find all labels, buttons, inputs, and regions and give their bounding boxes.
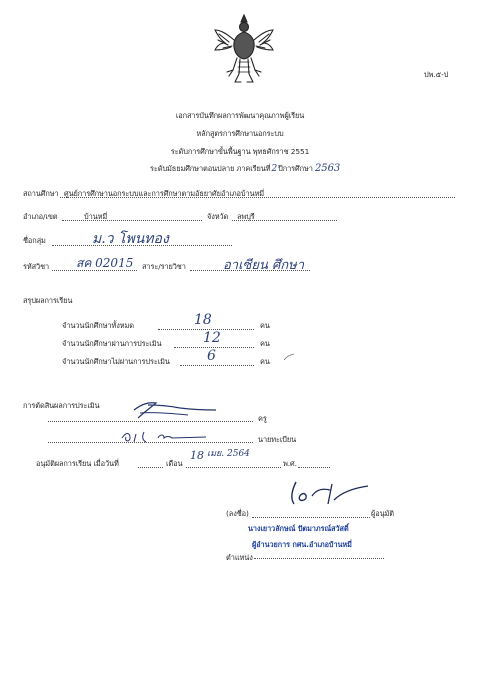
stamp-approver-name: นางเยาวลักษณ์ ปัตมาภรณ์สวัสดิ์ [248,524,349,533]
registrar-signature [118,428,208,446]
summary-row-pass-label: จำนวนนักศึกษาผ่านการประเมิน [62,339,162,348]
summary-row-pass-unit: คน [260,339,270,348]
subject-code-value: สค 02015 [76,256,134,270]
summary-row-fail-label: จำนวนนักศึกษาไม่ผ่านการประเมิน [62,357,170,366]
header-level-semester-label: ระดับมัธยมศึกษาตอนปลาย ภาคเรียนที่ [150,164,271,173]
province-label: จังหวัด [207,212,229,221]
teacher-label: ครู [258,414,267,423]
approve-day-value: 18 [190,449,204,462]
province-value: ลพบุรี [237,212,255,221]
summary-row-total-unit: คน [260,321,270,330]
teacher-signature [128,398,220,422]
header-line-1: เอกสารบันทึกผลการพัฒนาคุณภาพผู้เรียน [175,111,305,120]
header-line-2: หลักสูตรการศึกษานอกระบบ [196,129,284,138]
school-value: ศูนย์การศึกษานอกระบบและการศึกษาตามอัธยาศัยอำเภอบ้านหมี่ [64,189,265,198]
district-label: อำเภอ/เขต [23,212,58,221]
year-label: ปีการศึกษา [278,164,313,173]
approve-date-label: อนุมัติผลการเรียน เมื่อวันที่ [36,459,119,468]
district-value: บ้านหมี่ [84,212,108,221]
school-label: สถานศึกษา [23,189,59,198]
judgement-title: การตัดสินผลการประเมิน [23,401,100,410]
header-line-3: ระดับการศึกษาขั้นพื้นฐาน พุทธศักราช 2551 [170,147,310,156]
position-label: ตำแหน่ง [226,553,253,562]
approver-signature [282,476,372,510]
subject-value: อาเซียน ศึกษา [223,258,305,273]
summary-row-pass-value: 12 [203,330,221,346]
summary-title: สรุปผลการเรียน [23,296,73,305]
year-value: 2563 [315,163,341,174]
group-label: ชื่อกลุ่ม [23,236,46,245]
summary-row-fail-unit: คน [260,357,270,366]
sign-label: (ลงชื่อ) [226,509,249,518]
approver-label: ผู้อนุมัติ [371,509,394,518]
summary-row-total-label: จำนวนนักศึกษาทั้งหมด [62,321,134,330]
subject-label: สาระ/รายวิชา [142,262,186,271]
stamp-approver-position: ผู้อำนวยการ กศน.อำเภอบ้านหมี่ [252,540,352,549]
approve-year-label: พ.ศ. [283,459,297,468]
summary-row-total-value: 18 [194,312,212,328]
header-line-4 [150,163,340,175]
registrar-label: นายทะเบียน [258,435,297,444]
semester-value: 2 [271,164,278,174]
approve-month-label: เดือน [166,459,183,468]
summary-row-fail-value: 6 [207,348,216,364]
approve-month-value: เมย. 2564 [207,449,250,459]
pen-mark [283,352,295,362]
form-code: ปพ.๕-ป [424,70,449,79]
group-value: ม.ว โพนทอง [92,231,169,247]
subject-code-label: รหัสวิชา [23,262,50,271]
garuda-emblem-icon [213,12,275,86]
